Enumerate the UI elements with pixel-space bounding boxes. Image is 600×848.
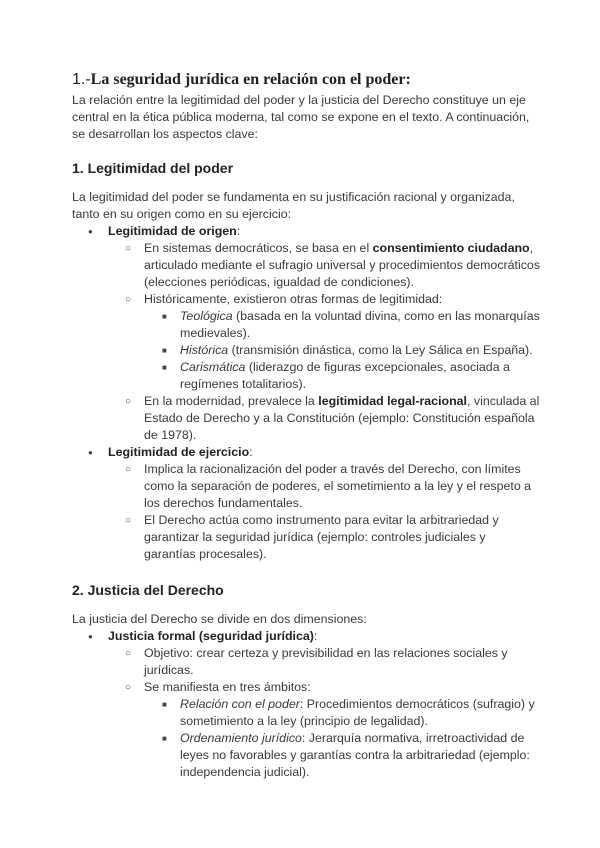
- ordenamiento-term: Ordenamiento jurídico: [180, 731, 302, 745]
- relacion-poder-desc: : Procedimientos democráticos (sufragio) y sometimiento a la ley (principio de legalidad).: [180, 697, 535, 728]
- origen-colon: :: [236, 224, 241, 238]
- formal-colon: :: [313, 629, 318, 643]
- section-2-heading: 2. Justicia del Derecho: [72, 582, 224, 598]
- list-item: [108, 679, 540, 781]
- list-item-legitimidad-ejercicio: [72, 444, 540, 563]
- ejercicio-label: Legitimidad de ejercicio: [108, 445, 250, 459]
- origen-c-pre: En la modernidad, prevalece la: [144, 394, 319, 408]
- list-item: [108, 240, 540, 291]
- list-item: ○ Implica la racionalización del poder a través del Derecho, con límites como la separación de poderes, el sometimiento a la ley y el respeto a los derechos fundamentales.: [108, 461, 540, 512]
- formal-label: Justicia formal (seguridad jurídica): [108, 629, 314, 643]
- list-item: [144, 308, 540, 342]
- origen-a-bold: consentimiento ciudadano: [372, 241, 530, 255]
- origen-forms-list: [144, 308, 540, 393]
- list-item-legitimidad-origen: [72, 223, 540, 444]
- carismatica-desc: (liderazgo de figuras excepcionales, asociada a regímenes totalitarios).: [180, 360, 510, 391]
- title-text: La seguridad jurídica en relación con el poder:: [90, 71, 411, 88]
- list-item: [144, 730, 540, 781]
- carismatica-term: Carismática: [180, 360, 246, 374]
- section-2-list: [72, 628, 540, 781]
- origen-b: Históricamente, existieron otras formas de legitimidad:: [144, 292, 443, 306]
- ejercicio-colon: :: [249, 445, 253, 459]
- origen-sublist: [108, 240, 540, 444]
- ejercicio-sublist: [108, 461, 540, 563]
- origen-a-pre: En sistemas democráticos, se basa en el: [144, 241, 373, 255]
- origen-c-post: , vinculada al Estado de Derecho y a la Constitución (ejemplo: Constitución española de 1978).: [144, 394, 540, 442]
- formal-b: Se manifiesta en tres ámbitos:: [144, 680, 311, 694]
- section-1-lead: La legitimidad del poder se fundamenta en su justificación racional y organizada, tanto en su origen como en su ejercicio:: [72, 190, 515, 221]
- section-1-list: [72, 223, 540, 563]
- section-2-lead: La justicia del Derecho se divide en dos dimensiones:: [72, 612, 367, 626]
- formal-ambitos-list: [144, 696, 540, 781]
- list-item: [108, 291, 540, 393]
- ordenamiento-desc: : Jerarquía normativa, irretroactividad de leyes no favorables y garantías contra la arbitrariedad (ejemplo: independencia judicial).: [180, 731, 530, 779]
- origen-c-bold: legitimidad legal-racional: [318, 394, 467, 408]
- historica-desc: (transmisión dinástica, como la Ley Sálica en España).: [228, 343, 533, 357]
- historica-term: Histórica: [180, 343, 229, 357]
- list-item: ○ Objetivo: crear certeza y previsibilidad en las relaciones sociales y jurídicas.: [108, 645, 540, 679]
- section-1-heading: 1. Legitimidad del poder: [72, 160, 234, 176]
- list-item: ○ El Derecho actúa como instrumento para evitar la arbitrariedad y garantizar la seguridad jurídica (ejemplo: controles judiciales y garantías procesales).: [108, 512, 540, 563]
- intro-paragraph: La relación entre la legitimidad del poder y la justicia del Derecho constituye un eje central en la ética pública moderna, tal como se expone en el texto. A continuación, se desarrollan los aspectos clave:: [72, 93, 530, 141]
- list-item: [144, 359, 540, 393]
- teologica-desc: (basada en la voluntad divina, como en las monarquías medievales).: [180, 309, 540, 340]
- formal-sublist: [108, 645, 540, 781]
- list-item-justicia-formal: [72, 628, 540, 781]
- list-item: [144, 696, 540, 730]
- origen-a-post: , articulado mediante el sufragio universal y procedimientos democráticos (elecciones periódicas, igualdad de condiciones).: [144, 241, 541, 289]
- origen-label: Legitimidad de origen: [108, 224, 237, 238]
- teologica-term: Teológica: [180, 309, 233, 323]
- document-title: [72, 70, 540, 90]
- relacion-poder-term: Relación con el poder: [180, 697, 300, 711]
- list-item: [144, 342, 540, 359]
- list-item: [108, 393, 540, 444]
- title-number: 1.-: [72, 71, 91, 88]
